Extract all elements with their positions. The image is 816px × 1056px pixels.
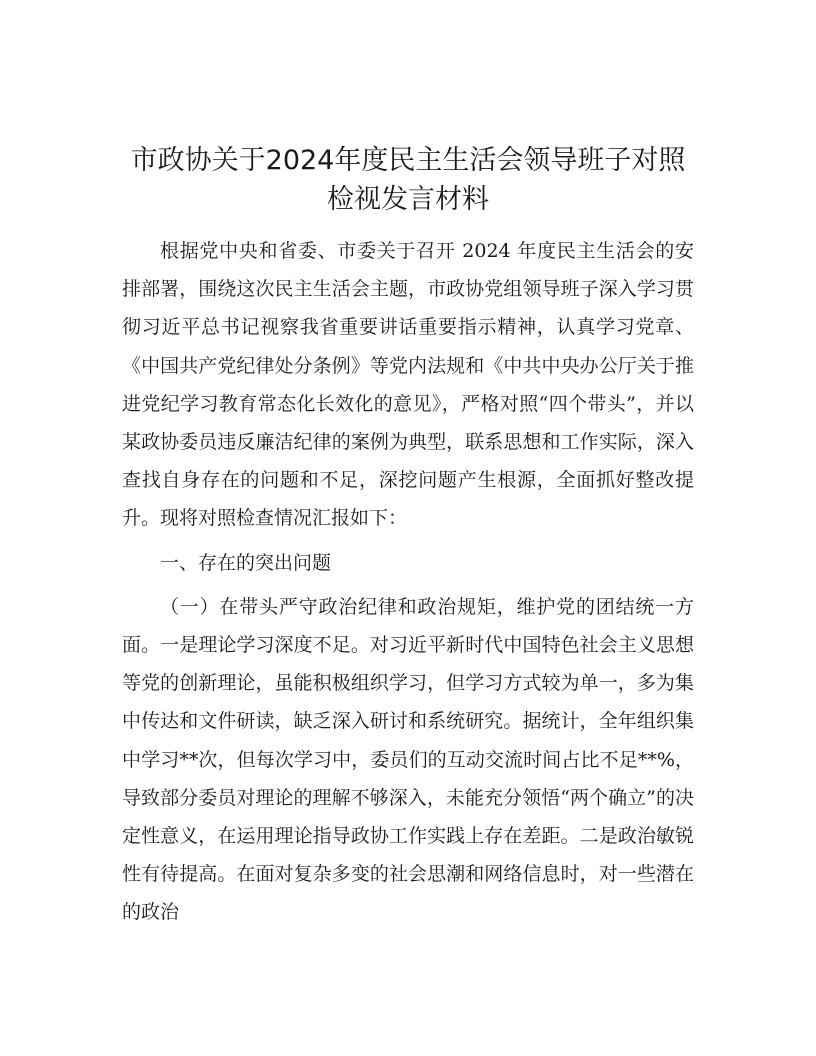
- intro-paragraph: 根据党中央和省委、市委关于召开 2024 年度民主生活会的安排部署，围绕这次民主生活会主题，市政协党组领导班子深入学习贯彻习近平总书记视察我省重要讲话重要指示精神，认真学习党章、《中国共产党纪律处分条例》等党内法规和《中共中央办公厅关于推进党纪学习教育常态化长效化的意见》，严格对照“四个带头”，并以某政协委员违反廉洁纪律的案例为典型，联系思想和工作实际，深入查找自身存在的问题和不足，深挖问题产生根源，全面抓好整改提升。现将对照检查情况汇报如下：: [122, 240, 694, 530]
- section-heading-problems: 一、存在的突出问题: [160, 551, 332, 574]
- document-body: [122, 232, 694, 932]
- document-title-line-1: 市政协关于2024年度民主生活会领导班子对照: [130, 145, 686, 176]
- document-title-line-2: 检视发言材料: [327, 184, 489, 215]
- subsection-paragraph-1: （一）在带头严守政治纪律和政治规矩，维护党的团结统一方面。一是理论学习深度不足。对习近平新时代中国特色社会主义思想等党的创新理论，虽能积极组织学习，但学习方式较为单一，多为集中传达和文件研读，缺乏深入研讨和系统研究。据统计，全年组织集中学习**次，但每次学习中，委员们的互动交流时间占比不足**%，导致部分委员对理论的理解不够深入，未能充分领悟“两个确立”的决定性意义，在运用理论指导政协工作实践上存在差距。二是政治敏锐性有待提高。在面对复杂多变的社会思潮和网络信息时，对一些潜在的政治: [122, 595, 694, 924]
